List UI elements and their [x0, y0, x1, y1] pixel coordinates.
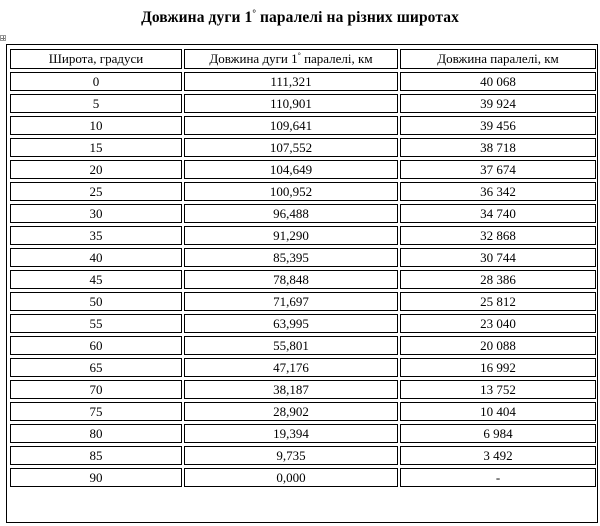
cell-latitude: 55	[10, 314, 182, 333]
table-row	[10, 116, 596, 135]
cell-latitude: 65	[10, 358, 182, 377]
cell-latitude: 10	[10, 116, 182, 135]
cell-latitude: 30	[10, 204, 182, 223]
table-row	[10, 380, 596, 399]
cell-parallel-length: 6 984	[400, 424, 596, 443]
table-row	[10, 182, 596, 201]
cell-latitude: 90	[10, 468, 182, 487]
cell-latitude: 50	[10, 292, 182, 311]
cell-latitude: 75	[10, 402, 182, 421]
table-move-handle-icon[interactable]	[0, 35, 6, 41]
header-arc-text: Довжина дуги 1	[209, 51, 298, 66]
cell-latitude: 80	[10, 424, 182, 443]
table-row	[10, 446, 596, 465]
cell-arc-length: 0,000	[184, 468, 398, 487]
cell-latitude: 25	[10, 182, 182, 201]
cell-parallel-length: 30 744	[400, 248, 596, 267]
cell-latitude: 85	[10, 446, 182, 465]
title-degree-sign: °	[252, 8, 257, 18]
title-text-rest: паралелі на різних широтах	[256, 9, 459, 26]
cell-arc-length: 109,641	[184, 116, 398, 135]
cell-arc-length: 78,848	[184, 270, 398, 289]
cell-parallel-length: 39 924	[400, 94, 596, 113]
cell-arc-length: 111,321	[184, 72, 398, 91]
header-arc-unit: паралелі, км	[300, 51, 373, 66]
table-row	[10, 314, 596, 333]
cell-arc-length: 110,901	[184, 94, 398, 113]
cell-arc-length: 107,552	[184, 138, 398, 157]
cell-parallel-length: 16 992	[400, 358, 596, 377]
cell-arc-length: 47,176	[184, 358, 398, 377]
latitude-table-frame	[6, 44, 598, 523]
cell-arc-length: 100,952	[184, 182, 398, 201]
cell-latitude: 0	[10, 72, 182, 91]
cell-parallel-length: 13 752	[400, 380, 596, 399]
cell-arc-length: 55,801	[184, 336, 398, 355]
table-row	[10, 226, 596, 245]
table-row	[10, 358, 596, 377]
cell-latitude: 40	[10, 248, 182, 267]
table-row	[10, 336, 596, 355]
cell-parallel-length: 20 088	[400, 336, 596, 355]
cell-arc-length: 104,649	[184, 160, 398, 179]
table-row	[10, 292, 596, 311]
cell-arc-length: 28,902	[184, 402, 398, 421]
table-body	[10, 72, 596, 487]
cell-latitude: 15	[10, 138, 182, 157]
cell-arc-length: 85,395	[184, 248, 398, 267]
cell-arc-length: 91,290	[184, 226, 398, 245]
cell-latitude: 45	[10, 270, 182, 289]
table-row	[10, 468, 596, 487]
cell-parallel-length: 37 674	[400, 160, 596, 179]
table-row	[10, 72, 596, 91]
cell-parallel-length: 10 404	[400, 402, 596, 421]
header-parallel-length: Довжина паралелі, км	[400, 49, 596, 69]
title-text: Довжина дуги 1	[141, 9, 253, 26]
cell-arc-length: 9,735	[184, 446, 398, 465]
header-latitude: Широта, градуси	[10, 49, 182, 69]
cell-arc-length: 19,394	[184, 424, 398, 443]
table-row	[10, 204, 596, 223]
table-header-row	[10, 49, 596, 69]
cell-latitude: 60	[10, 336, 182, 355]
table-row	[10, 402, 596, 421]
cell-parallel-length: 34 740	[400, 204, 596, 223]
table-row	[10, 94, 596, 113]
cell-parallel-length: 32 868	[400, 226, 596, 245]
cell-latitude: 35	[10, 226, 182, 245]
cell-parallel-length: 28 386	[400, 270, 596, 289]
cell-arc-length: 96,488	[184, 204, 398, 223]
table-row	[10, 270, 596, 289]
cell-parallel-length: 38 718	[400, 138, 596, 157]
table-row	[10, 160, 596, 179]
cell-parallel-length: -	[400, 468, 596, 487]
cell-latitude: 5	[10, 94, 182, 113]
cell-parallel-length: 40 068	[400, 72, 596, 91]
cell-latitude: 70	[10, 380, 182, 399]
cell-arc-length: 71,697	[184, 292, 398, 311]
header-degree-sign: °	[297, 51, 301, 60]
table-row	[10, 138, 596, 157]
latitude-table	[8, 46, 598, 490]
cell-parallel-length: 36 342	[400, 182, 596, 201]
cell-latitude: 20	[10, 160, 182, 179]
cell-parallel-length: 23 040	[400, 314, 596, 333]
table-row	[10, 248, 596, 267]
cell-parallel-length: 3 492	[400, 446, 596, 465]
header-arc-length	[184, 49, 398, 69]
table-row	[10, 424, 596, 443]
cell-parallel-length: 39 456	[400, 116, 596, 135]
cell-arc-length: 63,995	[184, 314, 398, 333]
page-title	[0, 8, 600, 28]
cell-parallel-length: 25 812	[400, 292, 596, 311]
cell-arc-length: 38,187	[184, 380, 398, 399]
